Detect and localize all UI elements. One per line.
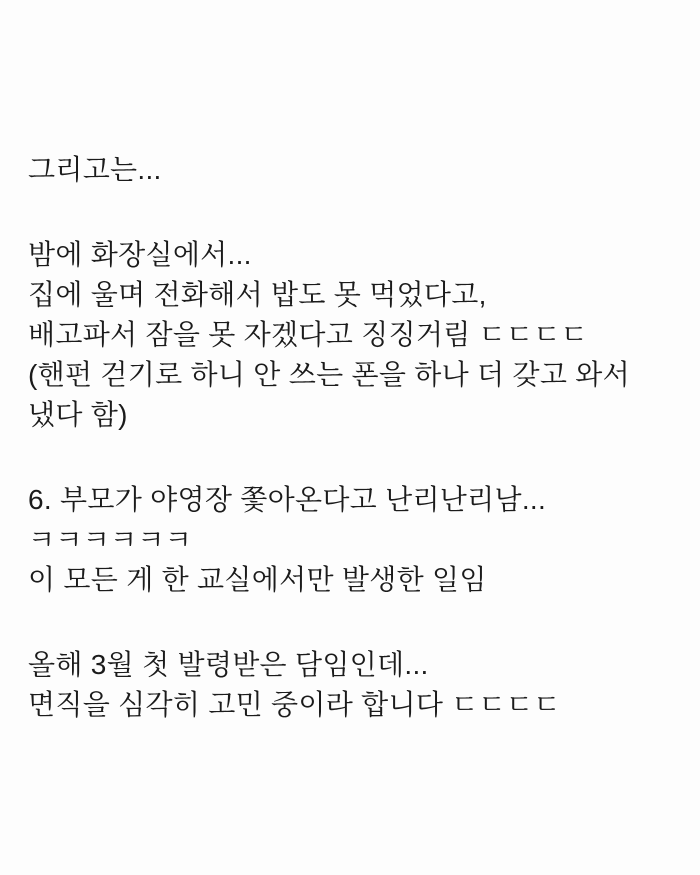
text-line: 6. 부모가 야영장 쫓아온다고 난리난리남... xyxy=(28,484,547,515)
text-line: 집에 울며 전화해서 밥도 못 먹었다고, xyxy=(28,279,487,310)
paragraph-conclusion xyxy=(28,645,680,725)
paragraph-item-6 xyxy=(28,480,680,600)
text-line: 냈다 함) xyxy=(28,399,128,430)
paragraph-intro xyxy=(28,150,680,190)
text-line: (핸펀 걷기로 하니 안 쓰는 폰을 하나 더 갖고 와서 xyxy=(28,359,630,390)
text-line: 면직을 심각히 고민 중이라 합니다 ㄷㄷㄷㄷ xyxy=(28,689,561,720)
text-line: 밤에 화장실에서... xyxy=(28,239,252,270)
text-line: ㅋㅋㅋㅋㅋㅋ xyxy=(28,524,193,555)
paragraph-bathroom-story xyxy=(28,235,680,435)
text-line: 배고파서 잠을 못 자겠다고 징징거림 ㄷㄷㄷㄷ xyxy=(28,319,589,350)
text-line: 이 모든 게 한 교실에서만 발생한 일임 xyxy=(28,564,487,595)
text-line: 그리고는... xyxy=(28,154,162,185)
text-line: 올해 3월 첫 발령받은 담임인데... xyxy=(28,649,429,680)
